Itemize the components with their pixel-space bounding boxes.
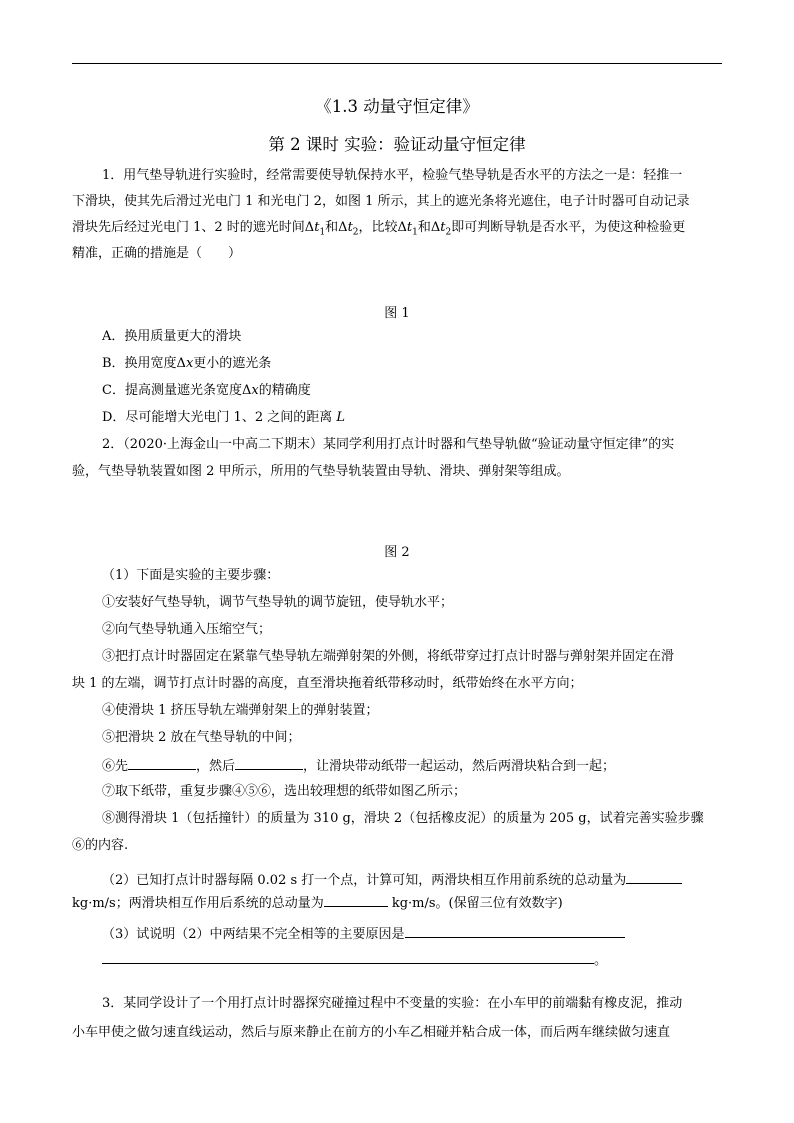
option-d [102, 409, 722, 427]
subscript: 2 [352, 227, 359, 238]
var-t: t [347, 220, 353, 235]
q2-line-2: 验，气垫导轨装置如图 2 甲所示，所用的气垫导轨装置由导轨、滑块、弹射架等组成。 [72, 464, 570, 479]
option-c-text: 的精确度 [258, 383, 311, 398]
step-2: ②向气垫导轨通入压缩空气； [102, 622, 272, 637]
step-3-line-2: 块 1 的左端，调节打点计时器的高度，直至滑块拖着纸带移动时，纸带始终在水平方向； [72, 676, 583, 691]
q1-text: ，比较Δ [358, 220, 407, 235]
q1-text: 和Δ [417, 220, 441, 235]
figure-1-caption: 图 1 [384, 306, 410, 321]
option-b [102, 355, 722, 373]
q3-line-1: 3．某同学设计了一个用打点计时器探究碰撞过程中不变量的实验：在小车甲的前端黏有橡皮泥，推动 [102, 996, 683, 1011]
part-3-end: 。 [594, 953, 608, 968]
var-t: t [314, 220, 320, 235]
q2-part-3-line-2 [102, 950, 722, 970]
q1-text: 和Δ [325, 220, 348, 235]
q3-line-2: 小车甲使之做匀速直线运动，然后与原来静止在前方的小车乙相碰并粘合成一体，而后两车继续做匀速直 [72, 1025, 671, 1040]
part-2-text: kg·m/s；两滑块相互作用后系统的总动量为 [72, 896, 324, 911]
var-t: t [406, 220, 413, 235]
step-4: ④使滑块 1 挤压导轨左端弹射架上的弹射装置； [102, 703, 379, 718]
step-8-line-1: ⑧测得滑块 1（包括撞针）的质量为 310 g，滑块 2（包括橡皮泥）的质量为 205 g，试着完善实验步骤 [102, 811, 704, 826]
part-2-text: （2）已知打点计时器每隔 0.02 s 打一个点，计算可知，两滑块相互作用前系统的总动量为 [102, 873, 627, 888]
subscript: 1 [319, 227, 326, 238]
option-b-text: B．换用宽度Δ [102, 356, 186, 371]
lesson-subtitle: 第 2 课时 实验：验证动量守恒定律 [268, 135, 526, 154]
q1-line-3 [72, 219, 722, 242]
part-3-text: （3）试说明（2）中两结果不完全相等的主要原因是 [102, 927, 405, 942]
option-c [102, 382, 722, 400]
var-t: t [440, 220, 446, 235]
q1-line-1: 1．用气垫导轨进行实验时，经常需要使导轨保持水平，检验气垫导轨是否水平的方法之一是：轻推一 [102, 168, 683, 183]
q2-part-1: （1）下面是实验的主要步骤： [102, 568, 280, 583]
step-8-line-2: ⑥的内容. [72, 838, 129, 853]
subscript: 1 [412, 227, 418, 238]
answer-blank[interactable] [235, 756, 303, 770]
answer-blank[interactable] [626, 870, 682, 884]
answer-blank[interactable] [102, 950, 594, 964]
q1-text: 滑块先后经过光电门 1、2 时的遮光时间Δ [72, 220, 315, 235]
answer-blank[interactable] [324, 893, 388, 907]
var-x: x [185, 356, 194, 371]
step-6-text: ，然后 [196, 759, 236, 774]
step-7: ⑦取下纸带，重复步骤④⑤⑥，选出较理想的纸带如图乙所示； [102, 784, 467, 799]
answer-blank[interactable] [405, 924, 625, 938]
option-a: A．换用质量更大的滑块 [102, 329, 242, 344]
q1-line-4: 精准，正确的措施是（ ） [72, 246, 242, 261]
q1-line-2: 下滑块，使其先后滑过光电门 1 和光电门 2，如图 1 所示，其上的遮光条将光遮住，电子计时器可自动记录 [72, 194, 690, 209]
figure-2-caption: 图 2 [384, 545, 410, 560]
option-d-text: D．尽可能增大光电门 1、2 之间的距离 [102, 410, 337, 425]
header-rule [72, 63, 722, 64]
q2-part-2-line-1 [102, 870, 722, 890]
q2-part-2-line-2 [72, 893, 722, 913]
option-c-text: C．提高测量遮光条宽度Δ [102, 383, 252, 398]
step-1: ①安装好气垫导轨，调节气垫导轨的调节旋钮，使导轨水平； [102, 595, 454, 610]
step-6 [102, 756, 722, 776]
step-6-text: ⑥先 [102, 759, 129, 774]
var-x: x [251, 383, 259, 398]
q2-line-1: 2．（2020·上海金山一中高二下期末）某同学利用打点计时器和气垫导轨做“验证动量守恒定律”的实 [102, 437, 675, 452]
q2-part-3-line-1 [102, 924, 722, 944]
part-2-text: kg·m/s。(保留三位有效数字) [387, 896, 563, 911]
step-3-line-1: ③把打点计时器固定在紧靠气垫导轨左端弹射架的外侧，将纸带穿过打点计时器与弹射架并固定在滑 [102, 649, 675, 664]
page-title: 《1.3 动量守恒定律》 [315, 97, 479, 116]
var-L: L [336, 410, 346, 425]
answer-blank[interactable] [128, 756, 196, 770]
subscript: 2 [445, 227, 452, 238]
step-5: ⑤把滑块 2 放在气垫导轨的中间； [102, 730, 301, 745]
option-b-text: 更小的遮光条 [193, 356, 272, 371]
step-6-text: ，让滑块带动纸带一起运动，然后两滑块粘合到一起； [303, 759, 616, 774]
q1-text: 即可判断导轨是否水平，为使这种检验更 [451, 220, 686, 235]
